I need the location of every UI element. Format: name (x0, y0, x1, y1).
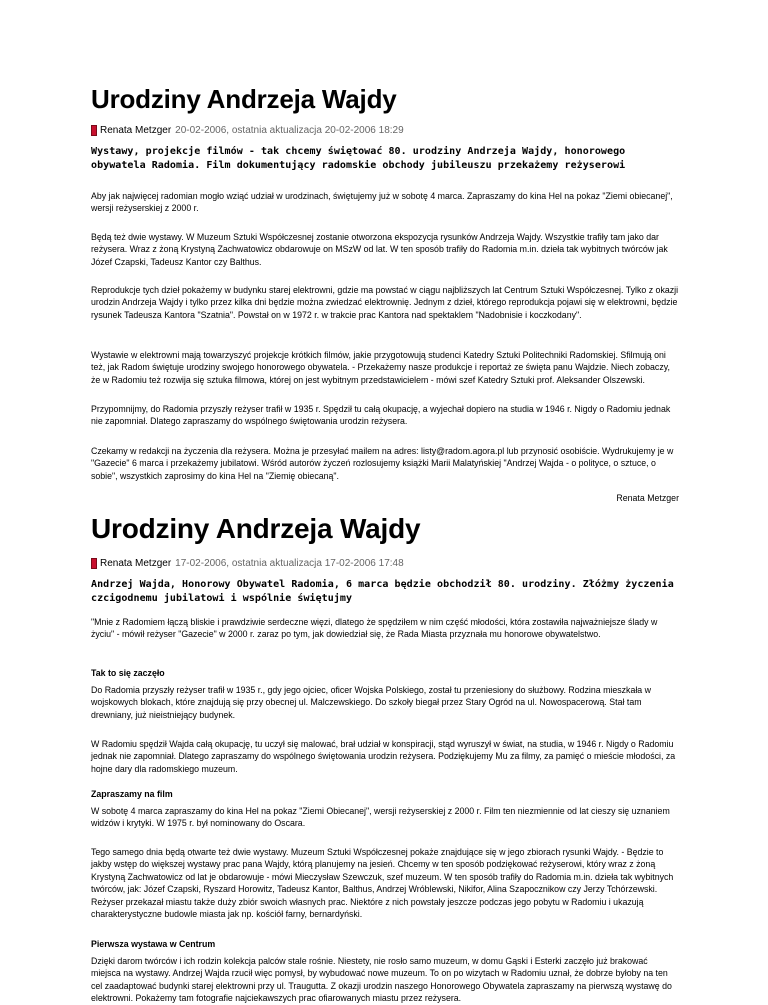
article-paragraph: Będą też dwie wystawy. W Muzeum Sztuki Współczesnej zostanie otworzona ekspozycja rysunków Andrzeja Wajdy. Wszystkie trafiły tam jako dar reżysera. Wraz z żoną Krystyną Zachwatowicz obdarowuje on MSzW od lat. W ten sposób trafiły do Radomia m.in. dzieła tak wybitnych twórców jak Józef Czapski, Tadeusz Kantor czy Balthus. (91, 232, 668, 267)
author-link[interactable]: Renata Metzger (100, 558, 172, 569)
publish-date: 20-02-2006, ostatnia aktualizacja 20-02-2006 18:29 (175, 125, 404, 136)
article-paragraph: W sobotę 4 marca zapraszamy do kina Hel na pokaz "Ziemi Obiecanej", wersji reżyserskiej z 2000 r. Film ten niezmiennie od lat cieszy się uznaniem widzów i krytyki. W 1975 r. był nominowany do Oscara. (91, 806, 670, 829)
article-lead: Andrzej Wajda, Honorowy Obywatel Radomia, 6 marca będzie obchodził 80. urodziny. Złóżmy życzenia czcigodnemu jubilatowi i wspólnie świętujmy (91, 579, 674, 604)
article-lead: Wystawy, projekcje filmów - tak chcemy świętować 80. urodziny Andrzeja Wajdy, honorowego obywatela Radomia. Film dokumentujący radomskie obchody jubileuszu przekażemy reżyserowi (91, 146, 626, 171)
author-marker-icon (91, 125, 97, 136)
article-intro: "Mnie z Radomiem łączą bliskie i prawdziwie serdeczne więzi, dlatego że spędziłem w nim część młodości, która zostawiła najważniejsze ślady w życiu" - mówił reżyser "Gazecie" w 2000 r. zaraz po tym, jak dowiedział się, że Rada Miasta przyznała mu honorowe obywatelstwo. (91, 617, 658, 640)
article-paragraph: Wystawie w elektrowni mają towarzyszyć projekcje krótkich filmów, jakie przygotowują studenci Katedry Sztuki Politechniki Radomskiej. Sfilmują oni też, jak Radom świętuje urodziny swojego honorowego obywatela. - Przekażemy nasze produkcje i reportaż ze święta panu Wajdzie. Niech zobaczy, że w Radomiu też rozwija się sztuka filmowa, której on jest wybitnym przedstawicielem - mówi szef Katedry Sztuki prof. Aleksander Olszewski. (91, 350, 670, 385)
author-link[interactable]: Renata Metzger (100, 125, 172, 136)
article-title: Urodziny Andrzeja Wajdy (91, 84, 397, 114)
article-paragraph: Czekamy w redakcji na życzenia dla reżysera. Można je przesyłać mailem na adres: listy@radom.agora.pl lub przynosić osobiście. Wydrukujemy je w "Gazecie" 6 marca i przekażemy jubilatowi. Wśród autorów życzeń rozlosujemy książki Marii Malatyńskiej "Andrzej Wajda - o polityce, o sztuce, o sobie", wszystkich zaprosimy do kina Hel na "Ziemię obiecaną". (91, 446, 674, 481)
article-title: Urodziny Andrzeja Wajdy (91, 513, 421, 544)
article-paragraph: W Radomiu spędził Wajda całą okupację, tu uczył się malować, brał udział w konspiracji, stąd wyruszył w świat, na studia, w 1946 r. Nigdy o Radomiu jednak nie zapomniał. Dlatego zapraszamy do wspólnego świętowania urodzin reżysera. Podziękujemy Mu za filmy, za pamięć o mieście młodości, za hojne dary dla radomskiego muzeum. (91, 739, 676, 774)
article-paragraph: Do Radomia przyszły reżyser trafił w 1935 r., gdy jego ojciec, oficer Wojska Polskiego, został tu przeniesiony do służbowy. Rodzina mieszkała w wojskowych blokach, które znajdują się przy obecnej ul. Malczewskiego. Do szkoły biegał przez Stary Ogród na ul. Nowospacerową. Stał tam drewniany, już nieistniejący budynek. (91, 685, 651, 720)
section-heading: Pierwsza wystawa w Centrum (91, 939, 216, 949)
article-byline (91, 557, 679, 570)
author-marker-icon (91, 558, 97, 569)
article-byline (91, 124, 679, 137)
article-paragraph: Tego samego dnia będą otwarte też dwie wystawy. Muzeum Sztuki Współczesnej pokaże znajdujące się w jego zbiorach rysunki Wajdy. - Będzie to jakby wstęp do większej wystawy prac pana Wajdy, którą planujemy na jesień. Chcemy w ten sposób podziękować reżyserowi, który wraz z żoną Krystyną Zachwatowicz od lat je obdarowuje - mówi Mieczysław Szewczuk, szef muzeum. W ten sposób trafiły do Radomia m.in. dzieła tak wybitnych twórców, jak: Józef Czapski, Ryszard Horowitz, Tadeusz Kantor, Balthus, Andrzej Wróblewski, Nikifor, Alina Szapocznikow czy Jerzy Tchórzewski. Reżyser przekazał miastu także duży zbiór swoich własnych prac. Niektóre z nich powstały jeszcze podczas jego pobytu w Radomiu i ukazują charakterystyczne budowle miasta jak np. kościół farny, bernardyński. (91, 847, 674, 920)
article-paragraph: Przypomnijmy, do Radomia przyszły reżyser trafił w 1935 r. Spędził tu całą okupację, a wyjechał dopiero na studia w 1946 r. Nigdy o Radomiu jednak nie zapomniał. Dlatego zapraszamy do wspólnego świętowania urodzin reżysera. (91, 404, 671, 427)
section-heading: Zapraszamy na film (91, 789, 173, 799)
article-paragraph: Reprodukcje tych dzieł pokażemy w budynku starej elektrowni, gdzie ma powstać w ciągu najbliższych lat Centrum Sztuki Współczesnej. Tylko z okazji urodzin Andrzeja Wajdy i tylko przez kilka dni będzie można zwiedzać elektrownię. Jednym z dzieł, którego reprodukcja pojawi się w elektrowni, będzie rysunek Tadeusza Kantora "Szatnia". Powstał on w 1972 r. w trakcie prac Kantora nad spektaklem "Nadobnisie i koczkodany". (91, 285, 679, 320)
article-paragraph: Dzięki darom twórców i ich rodzin kolekcja palców stale rośnie. Niestety, nie rosło samo muzeum, w domu Gąski i Esterki zaczęło już brakować miejsca na wystawy. Andrzej Wajda rzucił więc pomysł, by wybudować nowe muzeum. To on po wizytach w Radomiu uznał, że dobrze byłoby na ten cel zaadaptować budynki starej elektrowni przy ul. Traugutta. Z okazji urodzin naszego Honorowego Obywatela zapraszamy na pierwszą wystawę do elektrowni. Pokażemy tam fotografie najciekawszych prac ofiarowanych miastu przez reżysera. (91, 956, 672, 1004)
article-signature: Renata Metzger (616, 493, 679, 503)
article-paragraph: Aby jak najwięcej radomian mogło wziąć udział w urodzinach, świętujemy już w sobotę 4 marca. Zapraszamy do kina Hel na pokaz "Ziemi obiecanej", wersji reżyserskiej z 2000 r. (91, 191, 673, 214)
section-heading: Tak to się zaczęło (91, 668, 165, 678)
publish-date: 17-02-2006, ostatnia aktualizacja 17-02-2006 17:48 (175, 558, 404, 569)
